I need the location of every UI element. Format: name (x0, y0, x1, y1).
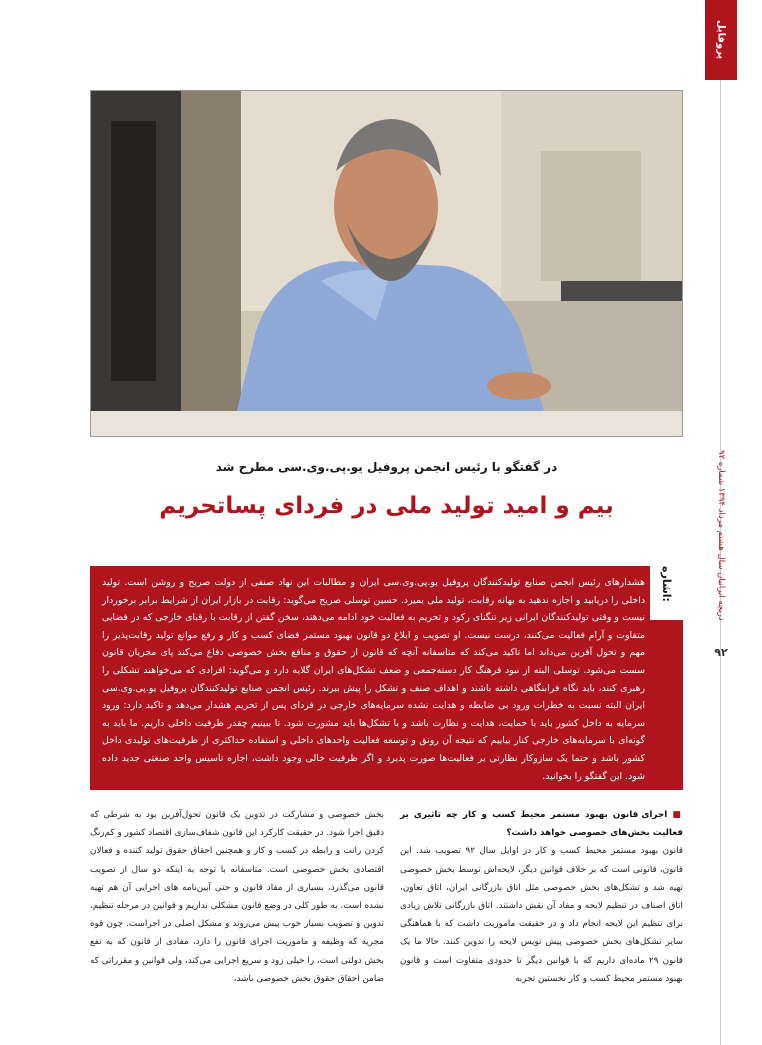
column-right (400, 806, 683, 988)
answer-1-part1: قانون بهبود مستمر محیط کسب و کار در اوایل سال ۹۲ تصویب شد. این قانون، قانونی است که بر خلاف قوانین دیگر، لایحه‌اش توسط بخش خصوصی تهیه شد و تشکل‌های بخش خصوصی مثل اتاق بازرگانی ایران، اتاق تعاون، اتاق اصناف در تنظیم لایحه و مفاد آن نقش داشتند. اتاق بازرگانی تلاش زیادی برای تنظیم این لایحه انجام داد و در حقیقت ماموریت داشت که با هماهنگی سایر تشکل‌های بخش خصوصی پیش نویس لایحه را تدوین کنند. حالا ما یک قانون ۲۹ ماده‌ای داریم که با قوانین دیگر تا حدودی متفاوت است و قانون بهبود مستمر محیط کسب و کار نخستین تجربه (400, 846, 683, 984)
issue-info (710, 420, 732, 650)
intro-box (90, 566, 683, 790)
article-subtitle: در گفتگو با رئیس انجمن پروفیل یو.پی.وی.سی مطرح شد (215, 460, 558, 474)
section-label: پروفایل (715, 20, 727, 60)
question-marker-icon: ■ (672, 810, 683, 820)
column-left (90, 806, 384, 988)
issue-info-text: دریچه ایرانیان سال هشتم مرداد ۱۳۹۴ شماره ۹۲ (716, 449, 726, 621)
article-title: بیم و امید تولید ملی در فردای پساتحریم (159, 493, 614, 519)
page-number: ۹۲ (714, 646, 728, 659)
section-tab (705, 0, 737, 80)
intro-label (650, 548, 683, 620)
intro-label-text: اشاره: (660, 566, 673, 602)
intro-text: هشدارهای رئیس انجمن صنایع تولیدکنندگان پروفیل یو.پی.وی.سی ایران و مطالبات این نهاد صنفی از دولت صریح و روشن است. تولید داخلی را دریابید و اجازه ندهید به بهانه رقابت، تولید ملی بمیرد. حسین توسلی صریح می‌گوید: رقابت در بازار ایران از شرایط برابر برخوردار نیست و وقتی تولیدکنندگان ایرانی زیر تنگنای رکود و تحریم به فعالیت خود ادامه می‌دهند، سخن گفتن از رقابت با رقبای خارجی که در فضایی متفاوت و آرام فعالیت می‌کنند، درست نیست. او تصویب و ابلاغ دو قانون بهبود مستمر فضای کسب و کار و رفع موانع تولید رقابت‌پذیر را مهم و تحول آفرین می‌داند اما تاکید می‌کند که متاسفانه آنچه که قانون از حقوق و منافع بخش خصوصی دفاع می‌کند پای مجریان قانون سست می‌شود. توسلی البته از نبود فرهنگ کار دسته‌جمعی و ضعف تشکل‌های ایران گلایه دارد و می‌گوید: افرادی که می‌خواهند تشکلی را رهبری کنند، باید نگاه فرابنگاهی داشته باشند و اهداف صنف و تشکل را پیش ببرند. رئیس انجمن صنایع تولیدکنندگان پروفیل یو.پی.وی.سی ایران البته نسبت به خطرات ورود بی ضابطه و هدایت نشده سرمایه‌های خارجی در فردای پس از تحریم هشدار می‌دهد و تاکید دارد: ورود سرمایه به داخل کشور باید با حمایت، هدایت و نظارت باشد و با تشکل‌ها باید مشورت شود. تا ببینیم چقدر ظرفیت داخلی داریم. ما باید به گونه‌ای با سرمایه‌های خارجی کنار بیاییم که نتیجه آن رونق و توسعه فعالیت واحدهای داخلی و استفاده حداکثری از ظرفیت‌های تولیدی داخل کشور باشد و حتما یک سازوکار نظارتی بر فعالیت‌ها صورت پذیرد و اگر ظرفیت خالی وجود داشت، اجازه تاسیس واحد صنعتی جدید داده شود. این گفتگو را بخوانید. (102, 577, 645, 782)
answer-1-part2: بخش خصوصی و مشارکت در تدوین یک قانون تحول‌آفرین بود به شرطی که دقیق اجرا شود. در حقیقت کارکرد این قانون شفاف‌سازی اقتصاد کشور و کم‌رنگ کردن رانت و رابطه در کسب و کار و همچنین احقاق حقوق تولید کننده و فعالان اقتصادی بخش خصوصی است. متاسفانه با توجه به اینکه دو سال از تصویب قانون می‌گذرد، بسیاری از مفاد قانون و حتی آیین‌نامه های اجرایی آن هم تهیه نشده است. به طور کلی در وضع قانون مشکلی نداریم و قوانین در مرحله تنظیم، تدوین و تصویب بسیار خوب پیش می‌روند و مشکل اصلی در اجراست. چون قوه مجریه که وظیفه و ماموریت اجرای قانون را دارد، مفادی از قانون که به نفع بخش دولتی است، را خیلی زود و سریع اجرایی می‌کند، ولی قوانین و مقرراتی که ضامن احقاق حقوق بخش خصوصی باشد، (90, 810, 384, 984)
question-1-text: اجرای قانون بهبود مستمر محیط کسب و کار چه تاثیری بر فعالیت بخش‌های خصوصی خواهد داشت؟ (400, 810, 683, 839)
question-1 (400, 806, 683, 842)
interview-photo (90, 90, 683, 437)
